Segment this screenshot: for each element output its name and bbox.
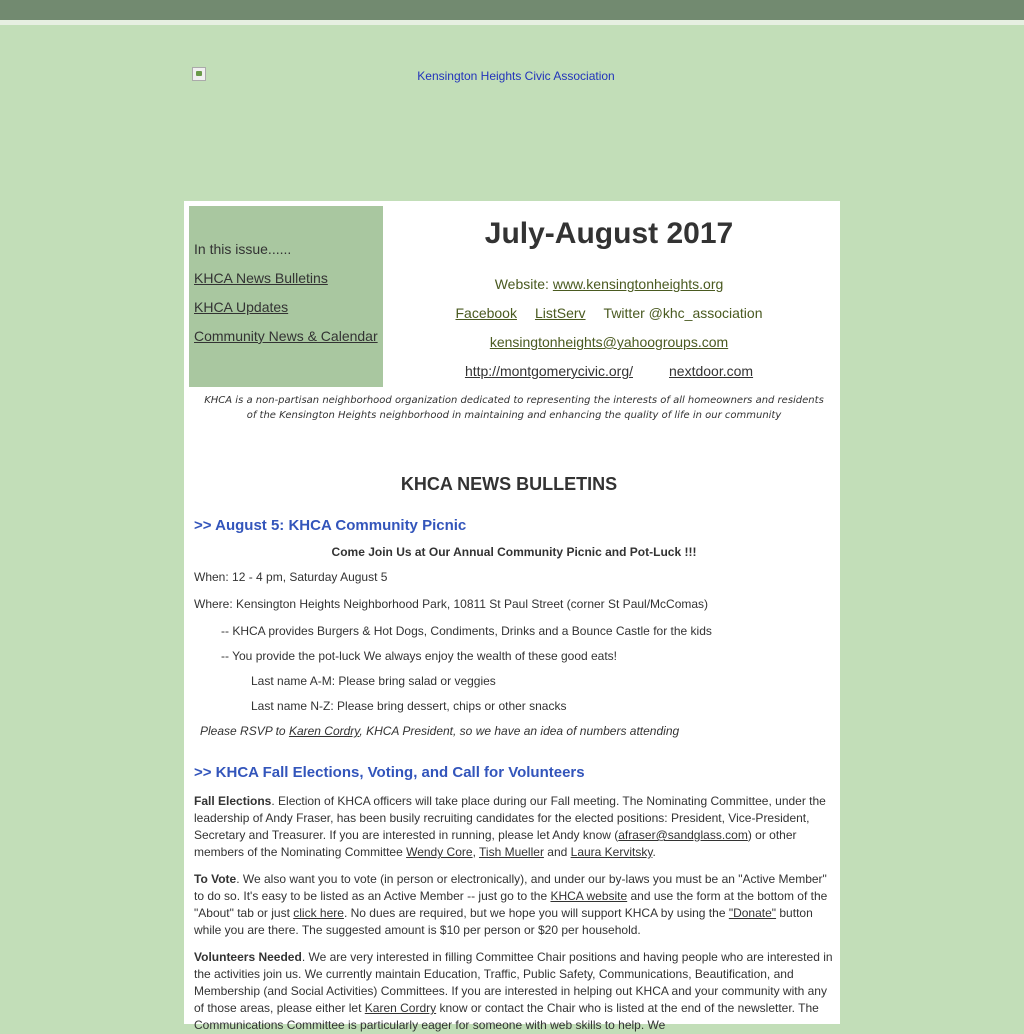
top-bar [0, 0, 1024, 20]
volunteer-karen-link[interactable]: Karen Cordry [364, 1001, 437, 1015]
to-vote-paragraph: To Vote. We also want you to vote (in person or electronically), and under our by-laws you must be an "Active Member" to do so. It's easy to be listed as an Active Member -- just go to the KHCA website and use the form at the bottom of the "About" tab or just click here. No dues are required, but we hope you will support KHCA by using the "Donate" button while you are there. The suggested amount is $10 per person or $20 per household. [194, 872, 828, 937]
newsletter-content [184, 201, 840, 1032]
masthead [389, 213, 829, 390]
picnic-tagline: Come Join Us at Our Annual Community Picnic and Pot-Luck !!! [331, 545, 697, 559]
volunteers-paragraph: Volunteers Needed. We are very interested in filling Committee Chair positions and having people who are interested in the activities join us. We currently maintain Education, Traffic, Public Safety, Communications, Beautification, and Membership (and Social Activities) Committees. If you are interested in helping out KHCA and your community with any of those areas, please either let Karen Cordry know or contact the Chair who is listed at the end of the newsletter. The Communications Committee is particularly eager for someone with web skills to help. We [194, 950, 833, 1032]
facebook-link[interactable]: Facebook [455, 305, 517, 321]
twitter-handle: Twitter @khc_association [603, 305, 763, 321]
khca-website-link[interactable]: KHCA website [550, 889, 628, 903]
picnic-where: Where: Kensington Heights Neighborhood Park, 10811 St Paul Street (corner St Paul/McComas) [194, 597, 709, 611]
listserv-link[interactable]: ListServ [534, 305, 586, 321]
elections-article [194, 764, 834, 1034]
issue-title: July-August 2017 [484, 217, 734, 250]
montgomery-civic-link[interactable]: http://montgomerycivic.org/ [464, 363, 633, 379]
laura-kervitsky-link[interactable]: Laura Kervitsky [570, 845, 653, 859]
toc-heading: In this issue...... [194, 241, 292, 257]
top-divider [0, 20, 1024, 25]
picnic-heading: >> August 5: KHCA Community Picnic [194, 517, 467, 534]
picnic-article [194, 517, 834, 740]
afraser-email-link[interactable]: afraser@sandglass.com [618, 828, 748, 842]
website-label: Website: [494, 276, 549, 292]
elections-heading: >> KHCA Fall Elections, Voting, and Call for Volunteers [194, 764, 585, 781]
mission-statement: KHCA is a non-partisan neighborhood organization dedicated to representing the interests of all homeowners and residents of the Kensington Heights neighborhood in maintaining and enhancing the quality of life in our community [204, 395, 824, 421]
wendy-core-link[interactable]: Wendy Core [406, 845, 473, 859]
picnic-am: Last name A-M: Please bring salad or veggies [251, 674, 496, 688]
picnic-nz: Last name N-Z: Please bring dessert, chips or other snacks [251, 699, 567, 713]
broken-image-icon [192, 67, 206, 81]
tish-mueller-link[interactable]: Tish Mueller [479, 845, 544, 859]
rsvp-karen-link[interactable]: Karen Cordry [288, 724, 360, 738]
picnic-provides: -- KHCA provides Burgers & Hot Dogs, Condiments, Drinks and a Bounce Castle for the kids [221, 624, 712, 638]
picnic-when: When: 12 - 4 pm, Saturday August 5 [194, 570, 388, 584]
nextdoor-link[interactable]: nextdoor.com [669, 363, 754, 379]
website-link[interactable]: www.kensingtonheights.org [552, 276, 724, 292]
header-logo[interactable] [192, 66, 840, 86]
section-title: KHCA NEWS BULLETINS [400, 474, 618, 494]
toc-link-news-bulletins[interactable]: KHCA News Bulletins [194, 270, 328, 286]
toc-link-khca-updates[interactable]: KHCA Updates [194, 299, 289, 315]
email-group-link[interactable]: kensingtonheights@yahoogroups.com [489, 334, 729, 350]
fall-elections-paragraph: Fall Elections. Election of KHCA officers will take place during our Fall meeting. The Nominating Committee, under the leadership of Andy Fraser, has been busily recruiting candidates for the elected positions: President, Vice-President, Secretary and Treasurer. If you are interested in running, please let Andy know (afraser@sandglass.com) or other members of the Nominating Committee Wendy Core, Tish Mueller and Laura Kervitsky. [194, 794, 826, 859]
toc-link-community-news[interactable]: Community News & Calendar [194, 328, 378, 344]
click-here-link[interactable]: click here [293, 906, 344, 920]
picnic-potluck: -- You provide the pot-luck We always enjoy the wealth of these good eats! [221, 649, 618, 663]
table-of-contents [189, 206, 383, 387]
picnic-rsvp: Please RSVP to Karen Cordry, KHCA President, so we have an idea of numbers attending [200, 724, 680, 738]
logo-alt-text: Kensington Heights Civic Association [417, 69, 615, 83]
donate-link[interactable]: "Donate" [728, 906, 777, 920]
